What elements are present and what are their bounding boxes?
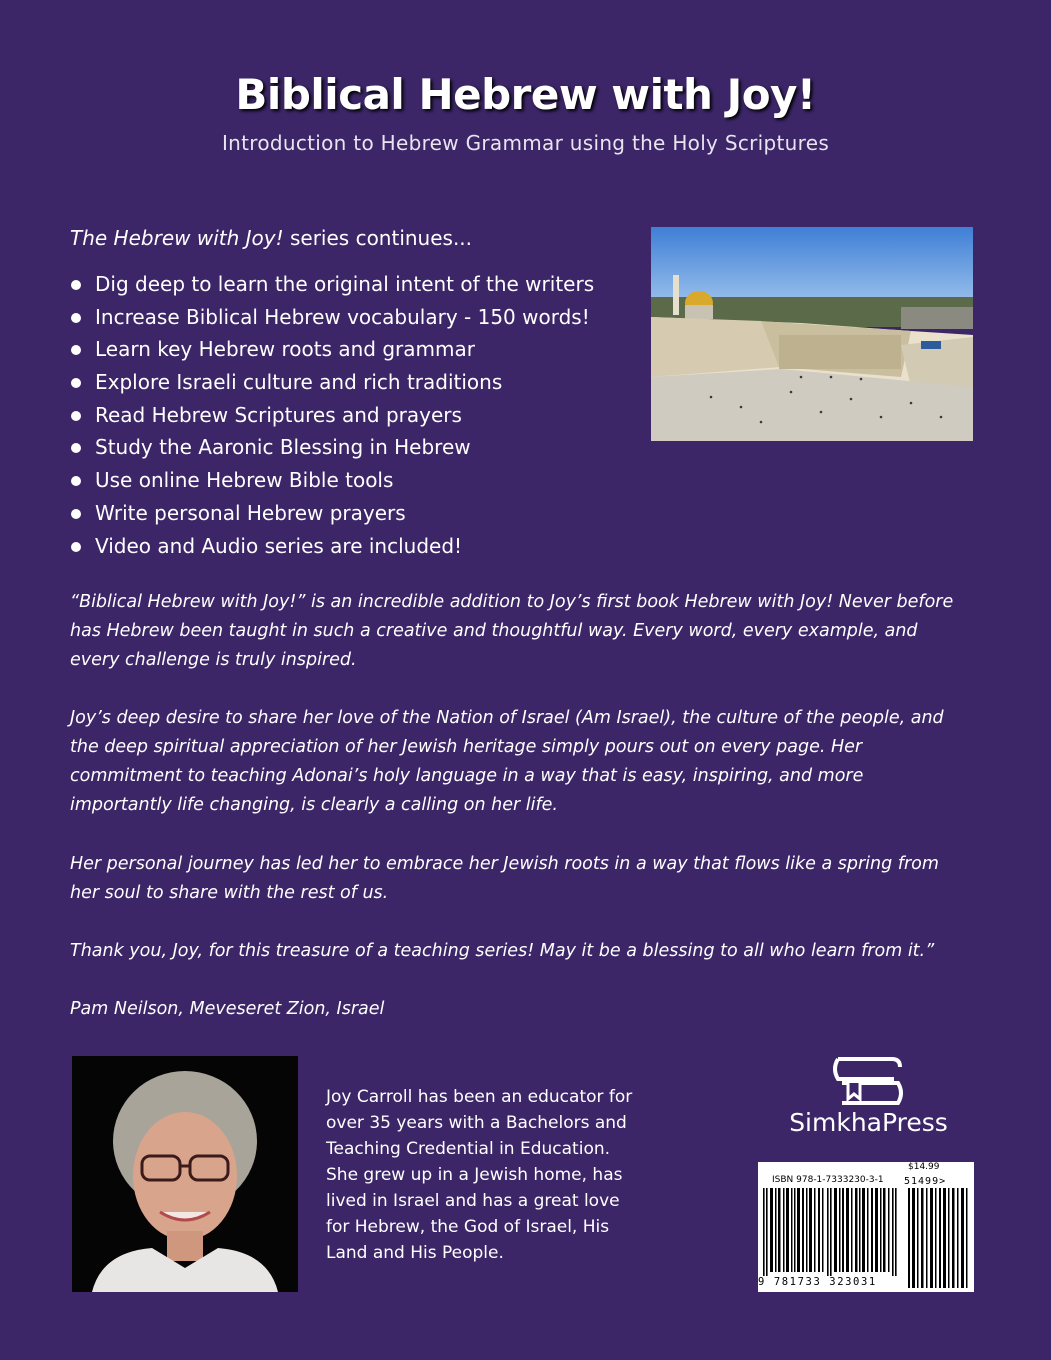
feature-item: Write personal Hebrew prayers	[70, 497, 594, 530]
feature-item: Dig deep to learn the original intent of the writers	[70, 268, 594, 301]
isbn-barcode	[758, 1162, 974, 1292]
testimonial-paragraph-4: Thank you, Joy, for this treasure of a teaching series! May it be a blessing to all who learn from it.”	[70, 941, 935, 961]
feature-item: Read Hebrew Scriptures and prayers	[70, 399, 594, 432]
western-wall-photo	[651, 227, 973, 441]
book-subtitle: Introduction to Hebrew Grammar using the Holy Scriptures	[221, 131, 830, 155]
barcode-isbn: ISBN 978-1-7333230-3-1	[772, 1175, 884, 1185]
testimonial-attribution: Pam Neilson, Meveseret Zion, Israel	[70, 999, 385, 1019]
feature-item: Use online Hebrew Bible tools	[70, 464, 594, 497]
testimonial-paragraph-1: “Biblical Hebrew with Joy!” is an incredible addition to Joy’s first book Hebrew with Joy! Never before has Hebrew been taught in such a creative and thoughtful way. Every word, every example, and every challenge is truly inspired.	[70, 592, 954, 670]
series-intro-italic: The Hebrew with Joy!	[70, 226, 284, 250]
barcode-price: $14.99	[908, 1162, 940, 1172]
series-intro-rest: series continues...	[283, 226, 473, 250]
testimonial-paragraph-3: Her personal journey has led her to embrace her Jewish roots in a way that flows like a spring from her soul to share with the rest of us.	[70, 854, 939, 903]
feature-item: Increase Biblical Hebrew vocabulary - 150 words!	[70, 301, 594, 334]
book-logo-icon	[832, 1055, 904, 1107]
barcode-bars	[761, 1188, 899, 1276]
feature-item: Explore Israeli culture and rich traditions	[70, 366, 594, 399]
feature-item: Study the Aaronic Blessing in Hebrew	[70, 431, 594, 464]
author-bio: Joy Carroll has been an educator for over 35 years with a Bachelors and Teaching Credential in Education. She grew up in a Jewish home, has lived in Israel and has a great love for Hebrew, the God of Israel, His Land and His People.	[326, 1087, 633, 1263]
feature-item: Learn key Hebrew roots and grammar	[70, 333, 594, 366]
testimonial-paragraph-2: Joy’s deep desire to share her love of the Nation of Israel (Am Israel), the culture of the people, and the deep spiritual appreciation of her Jewish heritage simply pours out on every page. Her commitment to teaching Adonai’s holy language in a way that is easy, inspiring, and more importantly life changing, is clearly a calling on her life.	[70, 708, 944, 815]
feature-list	[70, 268, 594, 562]
book-title: Biblical Hebrew with Joy!	[235, 70, 816, 119]
series-intro	[70, 226, 472, 250]
barcode-addon-number: 51499>	[904, 1176, 947, 1187]
barcode-digits: 9 781733 323031	[758, 1276, 877, 1288]
author-photo	[72, 1056, 298, 1292]
publisher-name: SimkhaPress	[789, 1108, 948, 1137]
barcode-addon-bars	[906, 1188, 970, 1288]
feature-item: Video and Audio series are included!	[70, 530, 594, 563]
